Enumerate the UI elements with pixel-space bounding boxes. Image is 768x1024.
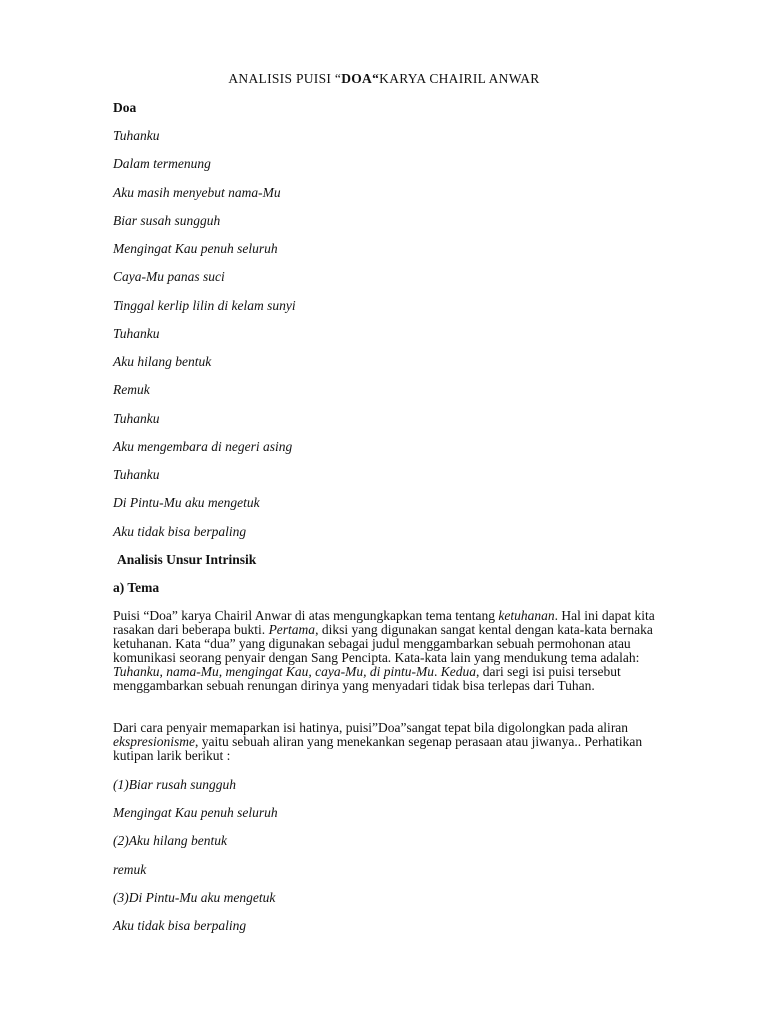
section-heading: Analisis Unsur Intrinsik — [117, 552, 257, 567]
poem-line: Remuk — [113, 382, 150, 397]
paragraph-aliran — [113, 721, 658, 763]
paragraph-text: Dari cara penyair memaparkan isi hatinya, puisi”Doa”sangat tepat bila digolongkan pada aliran — [113, 720, 629, 735]
poem-line: Tinggal kerlip lilin di kelam sunyi — [113, 298, 296, 313]
paragraph-italic-text: Pertama — [268, 622, 316, 637]
paragraph-italic-text: ketuhanan — [498, 608, 555, 623]
poem-line: Tuhanku — [113, 128, 160, 143]
quote-line: remuk — [113, 862, 147, 877]
quote-line: (2)Aku hilang bentuk — [113, 833, 227, 848]
poem-line: Mengingat Kau penuh seluruh — [113, 241, 278, 256]
poem-line: Aku masih menyebut nama-Mu — [113, 185, 281, 200]
poem-line: Aku tidak bisa berpaling — [113, 524, 247, 539]
quote-line: (1)Biar rusah sungguh — [113, 777, 237, 792]
paragraph-text: , dari segi isi puisi tersebut menggambarkan sebuah renungan dirinya yang menyadari tidak bisa terlepas dari Tuhan. — [113, 664, 621, 693]
poem-line: Tuhanku — [113, 411, 160, 426]
paragraph-text: , yaitu sebuah aliran yang menekankan segenap perasaan atau jiwanya.. Perhatikan kutipan larik berikut : — [113, 734, 643, 763]
poem-line: Biar susah sungguh — [113, 213, 221, 228]
poem-line: Di Pintu-Mu aku mengetuk — [113, 495, 260, 510]
paragraph-italic-text: Tuhanku, nama-Mu, mengingat Kau, caya-Mu, di pintu-Mu — [113, 664, 434, 679]
paragraph-tema — [113, 609, 658, 693]
poem-line: Dalam termenung — [113, 156, 211, 171]
poem-line: Tuhanku — [113, 467, 160, 482]
quote-line: Aku tidak bisa berpaling — [113, 918, 247, 933]
subsection-heading: a) Tema — [113, 580, 160, 595]
paragraph-text: Puisi “Doa” karya Chairil Anwar di atas mengungkapkan tema tentang — [113, 608, 499, 623]
poem-line: Caya-Mu panas suci — [113, 269, 225, 284]
quote-line: Mengingat Kau penuh seluruh — [113, 805, 278, 820]
poem-line: Aku hilang bentuk — [113, 354, 212, 369]
paragraph-text: . — [433, 664, 441, 679]
title-suffix: KARYA CHAIRIL ANWAR — [379, 71, 540, 86]
poem-line: Aku mengembara di negeri asing — [113, 439, 293, 454]
title-prefix: ANALISIS PUISI “ — [228, 71, 342, 86]
quote-line: (3)Di Pintu-Mu aku mengetuk — [113, 890, 276, 905]
poem-line: Tuhanku — [113, 326, 160, 341]
title-bold: DOA“ — [341, 71, 380, 86]
paragraph-text: . Hal ini dapat kita rasakan dari beberapa bukti. — [113, 608, 655, 637]
paragraph-text: , diksi yang digunakan sangat kental dengan kata-kata bernaka ketuhanan. Kata “dua” yang digunakan sebagai judul menggambarkan sebuah permohonan atau komunikasi seorang penyair dengan Sang Pencipta. Kata-kata lain yang mendukung tema adalah: — [113, 622, 653, 665]
poem-heading: Doa — [113, 100, 137, 115]
paragraph-italic-text: Kedua — [440, 664, 476, 679]
document-title — [0, 71, 768, 87]
paragraph-italic-text: ekspresionisme — [113, 734, 195, 749]
